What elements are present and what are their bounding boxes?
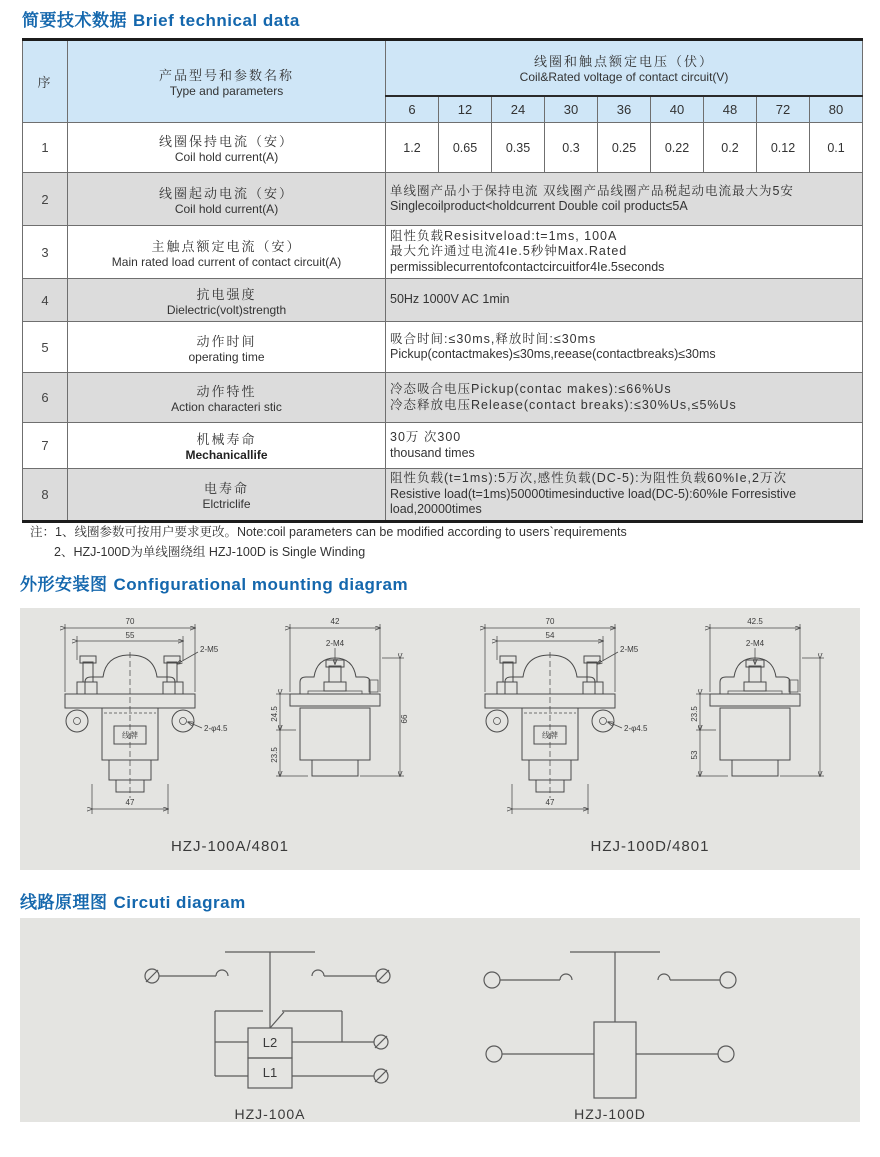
section-title-en: Circuti diagram — [113, 893, 246, 912]
parameter-name — [68, 226, 386, 279]
parameter-name-zh: 主触点额定电流（安） — [151, 238, 302, 254]
note-line-1: 注：1、线圈参数可按用户要求更改。Note:coil parameters can be modified according to users`requirements — [30, 525, 627, 539]
section-title-zh: 外形安装图 — [20, 575, 108, 594]
value-cell-span — [386, 173, 863, 226]
voltage-col-40: 40 — [651, 96, 704, 123]
value-line: load,20000times — [390, 502, 482, 516]
parameter-name — [68, 469, 386, 522]
voltage-col-30: 30 — [545, 96, 598, 123]
value-cell: 0.3 — [545, 123, 598, 173]
value-cell: 0.22 — [651, 123, 704, 173]
dim-42-5: 42.5 — [747, 617, 763, 626]
parameter-name-en: Main rated load current of contact circuit(A) — [111, 254, 342, 269]
parameter-name — [68, 423, 386, 469]
dim-2-phi45: 2-φ4.5 — [624, 724, 648, 733]
table-row-coil-pickup-current — [23, 173, 863, 226]
dim-55: 55 — [125, 631, 135, 640]
value-line: 吸合时间:≤30ms,释放时间:≤30ms — [390, 331, 597, 346]
parameter-name-en: operating time — [188, 349, 265, 364]
table-row-coil-hold-current — [23, 123, 863, 173]
table-row-main-contact-current — [23, 226, 863, 279]
value-line: Resistive load(t=1ms)50000timesinductive load(DC-5):60%Ie Forresistive — [390, 486, 797, 501]
dim-23-5: 23.5 — [690, 706, 699, 722]
col-header-seq: 序 — [23, 40, 68, 123]
table-row-mechanical-life — [23, 423, 863, 469]
value-line: 阻性负载(t=1ms):5万次,感性负载(DC-5):为阻性负载60%Ie,2万次 — [390, 471, 787, 485]
parameter-name-en: Coil hold current(A) — [174, 201, 279, 216]
value-line: 单线圈产品小于保持电流 双线圈产品线圈产品税起动电流最大为5安 — [390, 183, 794, 198]
col-header-voltage-group — [386, 40, 863, 96]
value-cell-span — [386, 279, 863, 322]
dim-23-5: 23.5 — [270, 747, 279, 763]
mounting-diagram-panel — [20, 608, 860, 870]
dim-47: 47 — [545, 798, 555, 807]
parameter-name-zh: 动作时间 — [196, 333, 257, 349]
mounting-caption-hzj100d: HZJ-100D/4801 — [590, 838, 710, 855]
voltage-col-24: 24 — [492, 96, 545, 123]
circuit-drawing-hzj100a — [120, 936, 420, 1108]
parameter-name-en: Coil hold current(A) — [174, 150, 279, 164]
row-number: 3 — [23, 226, 68, 279]
voltage-col-6: 6 — [386, 96, 439, 123]
parameter-name — [68, 373, 386, 423]
parameter-name-zh: 电寿命 — [203, 480, 249, 496]
section-title-en: Configurational mounting diagram — [113, 575, 409, 594]
value-cell-span — [386, 322, 863, 373]
row-number: 8 — [23, 469, 68, 522]
circuit-figure-hzj100a — [120, 918, 420, 1122]
table-row-electrical-life — [23, 469, 863, 522]
parameter-name — [68, 322, 386, 373]
value-cell: 0.35 — [492, 123, 545, 173]
section-title-technical-data — [22, 6, 300, 31]
mounting-caption-hzj100a: HZJ-100A/4801 — [170, 838, 290, 855]
table-row-dielectric-strength — [23, 279, 863, 322]
parameter-name — [68, 123, 386, 173]
value-line: 30万 次300 — [390, 430, 462, 444]
value-line: 阻性负载Resisitveload:t=1ms, 100A — [390, 228, 618, 243]
voltage-header-zh: 线圈和触点额定电压（伏） — [534, 54, 715, 70]
coil-label-l2: L2 — [262, 1035, 278, 1050]
value-line: Pickup(contactmakes)≤30ms,reease(contactbreaks)≤30ms — [390, 347, 716, 361]
dim-2-phi45: 2-φ4.5 — [204, 724, 228, 733]
section-title-zh: 线路原理图 — [20, 893, 108, 912]
value-line: 冷态吸合电压Pickup(contac makes):≤66%Us — [390, 382, 672, 396]
dim-53: 53 — [690, 750, 699, 760]
parameter-name-zh: 动作特性 — [196, 384, 257, 399]
value-cell-span — [386, 469, 863, 522]
section-title-mounting-diagram — [20, 570, 408, 595]
dim-2-m5: 2-M5 — [200, 645, 219, 654]
parameter-name — [68, 279, 386, 322]
section-title-en: Brief technical data — [133, 11, 300, 30]
dim-70: 70 — [125, 617, 135, 626]
voltage-col-12: 12 — [439, 96, 492, 123]
value-line: 冷态释放电压Release(contact breaks):≤30%Us,≤5%Us — [390, 397, 737, 412]
parameter-name-zh: 抗电强度 — [196, 286, 257, 302]
value-cell: 0.25 — [598, 123, 651, 173]
row-number: 2 — [23, 173, 68, 226]
value-line: 最大允许通过电流4Ie.5秒钟Max.Rated — [390, 244, 628, 259]
label-tag-text: 线牌 — [542, 731, 558, 740]
row-number: 1 — [23, 123, 68, 173]
parameter-name-en: Mechanicallife — [185, 448, 268, 462]
value-cell: 0.2 — [704, 123, 757, 173]
value-cell-span — [386, 226, 863, 279]
technical-data-table — [22, 38, 863, 523]
circuit-figure-hzj100d — [460, 918, 760, 1122]
circuit-diagram-panel — [20, 918, 860, 1122]
mounting-drawing-hzj100a — [30, 608, 430, 840]
table-row-action-characteristic — [23, 373, 863, 423]
parameter-name-zh: 线圈起动电流（安） — [158, 185, 294, 201]
row-number: 7 — [23, 423, 68, 469]
col-header-type-zh: 产品型号和参数名称 — [158, 68, 294, 83]
dim-66: 66 — [400, 714, 409, 724]
voltage-col-80: 80 — [810, 96, 863, 123]
value-cell: 0.65 — [439, 123, 492, 173]
dim-2-m5: 2-M5 — [620, 645, 639, 654]
dim-2-m4: 2-M4 — [745, 639, 765, 648]
circuit-drawing-hzj100d — [460, 936, 760, 1108]
voltage-col-48: 48 — [704, 96, 757, 123]
section-title-zh: 简要技术数据 — [22, 11, 127, 30]
voltage-col-72: 72 — [757, 96, 810, 123]
value-line: 50Hz 1000V AC 1min — [390, 292, 510, 307]
mounting-figure-hzj100a — [30, 608, 430, 870]
dim-24-5: 24.5 — [270, 706, 279, 722]
dim-2-m4: 2-M4 — [325, 639, 345, 648]
value-line: Singlecoilproduct<holdcurrent Double coil product≤5A — [390, 199, 688, 213]
mounting-drawing-hzj100d — [450, 608, 850, 840]
row-number: 4 — [23, 279, 68, 322]
parameter-name-en: Action characteri stic — [171, 400, 282, 414]
section-title-circuit-diagram — [20, 888, 246, 913]
circuit-caption-hzj100a: HZJ-100A — [234, 1106, 306, 1122]
value-cell-span — [386, 423, 863, 469]
table-row-operating-time — [23, 322, 863, 373]
parameter-name-zh: 机械寿命 — [196, 432, 257, 447]
coil-label-l1: L1 — [262, 1065, 278, 1080]
voltage-col-36: 36 — [598, 96, 651, 123]
value-cell: 0.1 — [810, 123, 863, 173]
value-line: thousand times — [390, 445, 475, 460]
label-tag-text: 线牌 — [122, 731, 138, 740]
dim-42: 42 — [330, 617, 340, 626]
parameter-name-en: Elctriclife — [202, 496, 251, 511]
col-header-type — [68, 40, 386, 123]
voltage-header-en: Coil&Rated voltage of contact circuit(V) — [519, 70, 729, 85]
row-number: 5 — [23, 322, 68, 373]
mounting-figure-hzj100d — [450, 608, 850, 870]
parameter-name-en: Dielectric(volt)strength — [166, 302, 287, 317]
parameter-name-zh: 线圈保持电流（安） — [158, 134, 294, 149]
row-number: 6 — [23, 373, 68, 423]
dim-70: 70 — [545, 617, 555, 626]
dim-47: 47 — [125, 798, 135, 807]
table-notes — [30, 522, 850, 562]
value-line: permissiblecurrentofcontactcircuitfor4Ie.5seconds — [390, 259, 665, 274]
note-line-2: 2、HZJ-100D为单线圈绕组 HZJ-100D is Single Winding — [54, 545, 366, 559]
value-cell-span — [386, 373, 863, 423]
value-cell: 1.2 — [386, 123, 439, 173]
circuit-caption-hzj100d: HZJ-100D — [574, 1106, 646, 1122]
value-cell: 0.12 — [757, 123, 810, 173]
parameter-name — [68, 173, 386, 226]
col-header-type-en: Type and parameters — [169, 84, 284, 98]
dim-54: 54 — [545, 631, 555, 640]
